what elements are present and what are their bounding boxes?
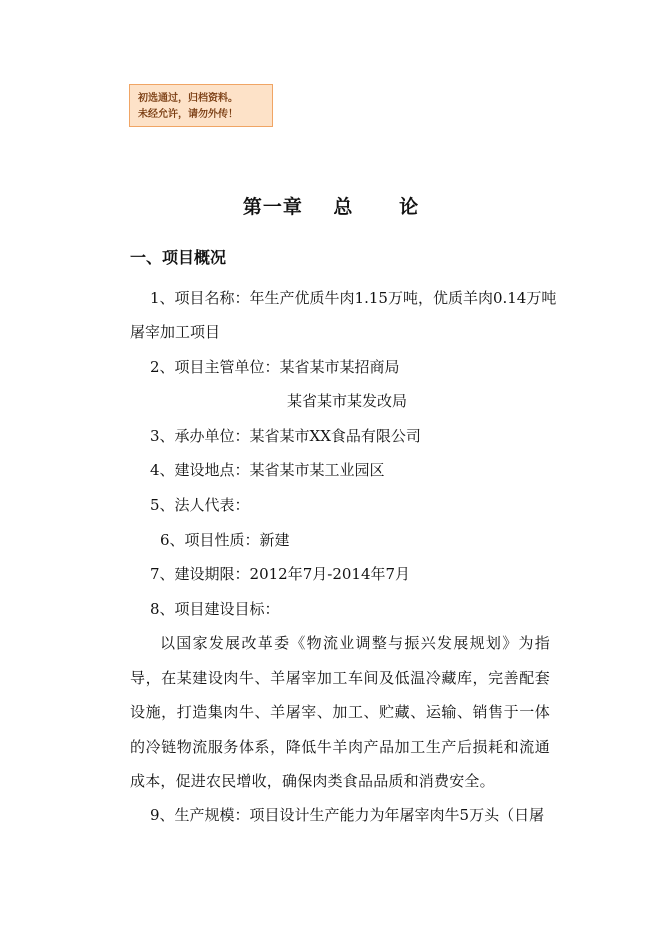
- item-8: 8、项目建设目标：: [150, 600, 280, 618]
- stamp-line-1: 初选通过，归档资料。: [138, 93, 238, 104]
- item-2-line-1: 2、项目主管单位：某省某市某招商局: [150, 358, 400, 376]
- item-1-line-1: 1、项目名称：年生产优质牛肉1.15万吨，优质羊肉0.14万吨: [150, 289, 557, 307]
- item-5: 5、法人代表：: [150, 496, 250, 514]
- item-8-body: 以国家发展改革委《物流业调整与振兴发展规划》为指导，在某建设肉牛、羊屠宰加工车间及低温冷藏库，完善配套设施，打造集肉牛、羊屠宰、加工、贮藏、运输、销售于一体的冷链物流服务体系，降低牛羊肉产品加工生产后损耗和流通成本，促进农民增收，确保肉类食品品质和消费安全。: [130, 634, 550, 790]
- item-3: 3、承办单位：某省某市XX食品有限公司: [150, 427, 421, 445]
- stamp-line-2: 未经允许，请勿外传！: [138, 109, 238, 120]
- archive-stamp: [129, 84, 273, 127]
- item-7: 7、建设期限：2012年7月-2014年7月: [150, 565, 411, 583]
- section-heading: 一、项目概况: [130, 248, 227, 267]
- item-2-line-2: 某省某市某发改局: [287, 392, 408, 410]
- chapter-title: 第一章 总 论: [242, 196, 420, 218]
- item-9: 9、生产规模：项目设计生产能力为年屠宰肉牛5万头（日屠: [150, 806, 545, 824]
- item-4: 4、建设地点：某省某市某工业园区: [150, 461, 385, 479]
- item-1-line-2: 屠宰加工项目: [130, 323, 221, 341]
- item-6: 6、项目性质：新建: [160, 531, 290, 549]
